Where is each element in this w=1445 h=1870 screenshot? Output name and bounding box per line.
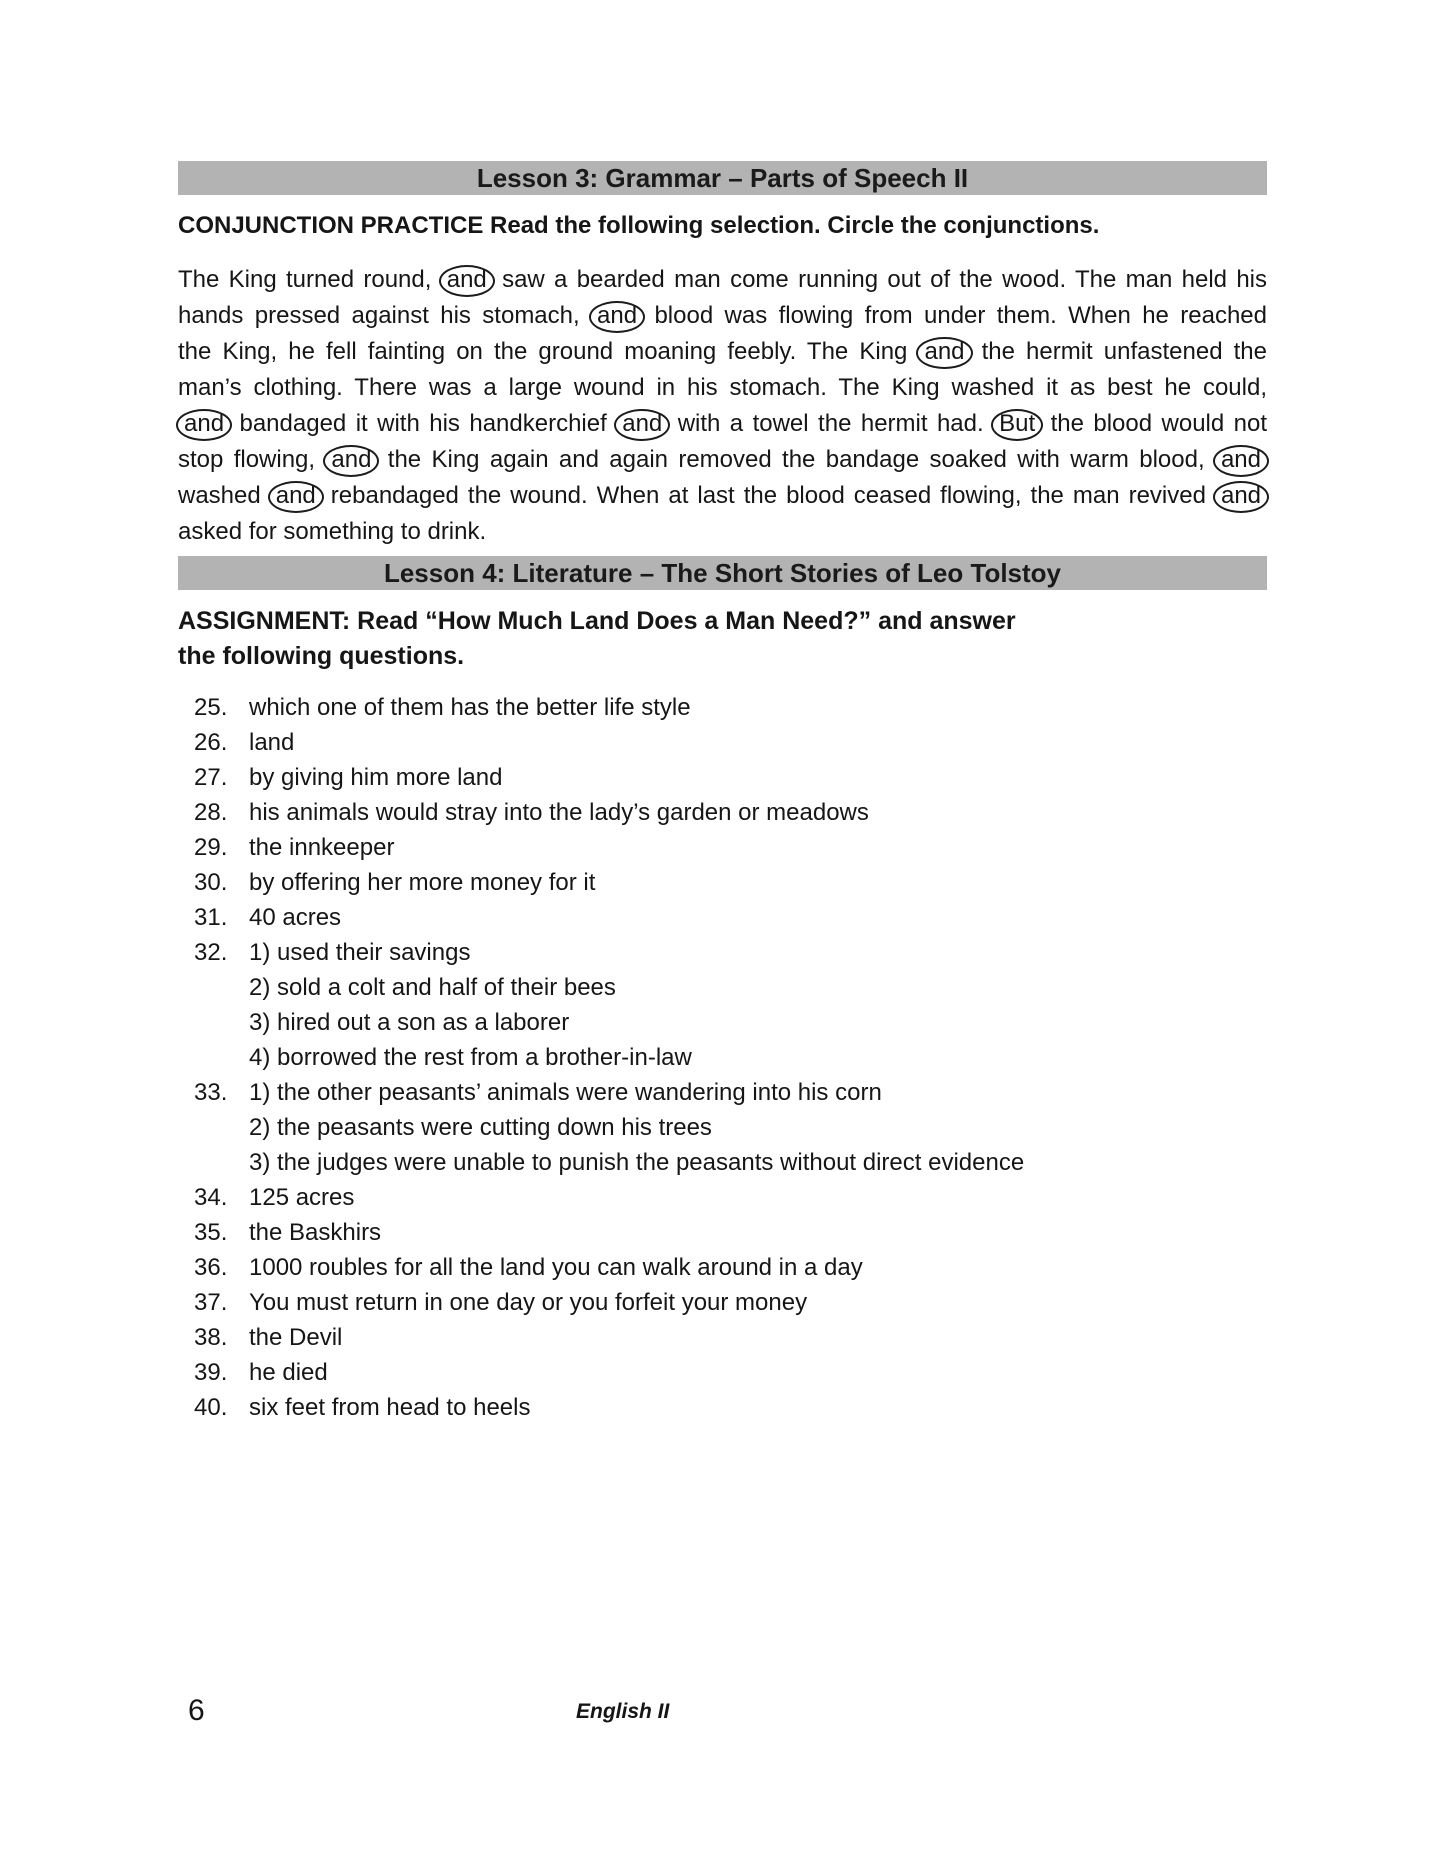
answer-item bbox=[194, 1215, 1267, 1250]
passage-text: bandaged it with his handkerchief bbox=[230, 410, 617, 437]
answer-number: 26. bbox=[194, 729, 228, 756]
circled-conjunction: and bbox=[439, 265, 495, 297]
page-content bbox=[178, 161, 1267, 1425]
answer-text: his animals would stray into the lady’s garden or meadows bbox=[249, 799, 869, 826]
answer-item bbox=[194, 1180, 1267, 1215]
answer-body bbox=[249, 690, 1267, 725]
conjunction-passage bbox=[178, 262, 1267, 550]
answer-text: 1) used their savings bbox=[249, 939, 471, 966]
answer-body bbox=[249, 1215, 1267, 1250]
answer-text: which one of them has the better life style bbox=[249, 694, 691, 721]
answer-body bbox=[249, 1285, 1267, 1320]
passage-text: rebandaged the wound. When at last the blood ceased flowing, the man revived bbox=[321, 482, 1215, 509]
answer-text: 1000 roubles for all the land you can walk around in a day bbox=[249, 1254, 863, 1281]
circled-conjunction: and bbox=[1213, 481, 1269, 513]
answer-body bbox=[249, 725, 1267, 760]
answer-body bbox=[249, 1180, 1267, 1215]
answer-text: by giving him more land bbox=[249, 764, 503, 791]
answer-item bbox=[194, 935, 1267, 1075]
passage-text: the King again and again removed the bandage soaked with warm blood, bbox=[377, 446, 1215, 473]
answer-number: 34. bbox=[194, 1184, 228, 1211]
answer-number: 38. bbox=[194, 1324, 228, 1351]
answer-text: six feet from head to heels bbox=[249, 1394, 531, 1421]
answer-item bbox=[194, 725, 1267, 760]
lesson3-header-title: Lesson 3: Grammar – Parts of Speech II bbox=[476, 163, 969, 193]
answer-text: 1) the other peasants’ animals were wandering into his corn bbox=[249, 1079, 882, 1106]
answer-number: 36. bbox=[194, 1254, 228, 1281]
passage-line bbox=[178, 514, 1267, 550]
answer-body bbox=[249, 1075, 1267, 1180]
passage-text: man’s clothing. There was a large wound in his stomach. The King washed it as best he could, bbox=[178, 374, 1267, 401]
passage-text: The King turned round, bbox=[178, 266, 441, 293]
answer-text: the Baskhirs bbox=[249, 1219, 382, 1246]
answer-text: land bbox=[249, 729, 295, 756]
answer-number: 29. bbox=[194, 834, 228, 861]
page-number: 6 bbox=[188, 1694, 205, 1727]
passage-text: asked for something to drink. bbox=[178, 518, 487, 545]
answer-body bbox=[249, 900, 1267, 935]
conjunction-practice-instructions: CONJUNCTION PRACTICE Read the following selection. Circle the conjunctions. bbox=[178, 212, 1100, 239]
circled-conjunction: and bbox=[268, 481, 324, 513]
lesson4-header-title: Lesson 4: Literature – The Short Stories of Leo Tolstoy bbox=[383, 558, 1062, 588]
passage-text: the blood would not bbox=[1041, 410, 1268, 437]
answer-body bbox=[249, 935, 1267, 1075]
answer-item bbox=[194, 760, 1267, 795]
answer-number: 40. bbox=[194, 1394, 228, 1421]
answers-list bbox=[194, 690, 1267, 1425]
answer-text: 2) sold a colt and half of their bees bbox=[249, 974, 616, 1001]
answer-body bbox=[249, 1390, 1267, 1425]
passage-line bbox=[178, 370, 1267, 406]
answer-number: 39. bbox=[194, 1359, 228, 1386]
passage-line bbox=[178, 334, 1267, 370]
lesson3-header-bar bbox=[178, 161, 1267, 195]
answer-body bbox=[249, 760, 1267, 795]
passage-text: with a towel the hermit had. bbox=[668, 410, 994, 437]
answer-text: 4) borrowed the rest from a brother-in-law bbox=[249, 1044, 692, 1071]
passage-line bbox=[178, 262, 1267, 298]
answer-number: 28. bbox=[194, 799, 228, 826]
answer-number: 27. bbox=[194, 764, 228, 791]
answer-text: 3) the judges were unable to punish the peasants without direct evidence bbox=[249, 1149, 1025, 1176]
answer-number: 25. bbox=[194, 694, 228, 721]
answer-item bbox=[194, 1250, 1267, 1285]
answer-number: 32. bbox=[194, 939, 228, 966]
circled-conjunction: and bbox=[323, 445, 379, 477]
answer-item bbox=[194, 830, 1267, 865]
passage-line bbox=[178, 478, 1267, 514]
answer-item bbox=[194, 1285, 1267, 1320]
assignment-line: ASSIGNMENT: Read “How Much Land Does a Man Need?” and answer bbox=[178, 607, 1016, 635]
course-footer-label: English II bbox=[576, 1700, 670, 1723]
answer-number: 35. bbox=[194, 1219, 228, 1246]
answer-item bbox=[194, 900, 1267, 935]
answer-item bbox=[194, 1390, 1267, 1425]
passage-text: saw a bearded man come running out of the wood. The man held his bbox=[492, 266, 1268, 293]
passage-line bbox=[178, 298, 1267, 334]
answer-item bbox=[194, 1355, 1267, 1390]
assignment-heading bbox=[178, 604, 1267, 674]
answer-text: the innkeeper bbox=[249, 834, 395, 861]
answer-body bbox=[249, 1250, 1267, 1285]
answer-item bbox=[194, 1320, 1267, 1355]
answer-number: 33. bbox=[194, 1079, 228, 1106]
answer-text: You must return in one day or you forfeit your money bbox=[249, 1289, 808, 1316]
answer-text: by offering her more money for it bbox=[249, 869, 596, 896]
passage-line bbox=[178, 442, 1267, 478]
circled-conjunction: and bbox=[614, 409, 670, 441]
answer-body bbox=[249, 795, 1267, 830]
answer-item bbox=[194, 1075, 1267, 1180]
assignment-line: the following questions. bbox=[178, 642, 465, 670]
answer-text: 2) the peasants were cutting down his trees bbox=[249, 1114, 712, 1141]
answer-body bbox=[249, 1320, 1267, 1355]
answer-number: 31. bbox=[194, 904, 228, 931]
passage-text: stop flowing, bbox=[178, 446, 326, 473]
answer-body bbox=[249, 865, 1267, 900]
circled-conjunction: and bbox=[589, 301, 645, 333]
answer-body bbox=[249, 830, 1267, 865]
circled-conjunction: and bbox=[1213, 445, 1269, 477]
passage-text: hands pressed against his stomach, bbox=[178, 302, 592, 329]
answer-item bbox=[194, 795, 1267, 830]
passage-text: the hermit unfastened the bbox=[970, 338, 1267, 365]
answer-number: 30. bbox=[194, 869, 228, 896]
answer-body bbox=[249, 1355, 1267, 1390]
answer-text: he died bbox=[249, 1359, 328, 1386]
answer-text: 40 acres bbox=[249, 904, 342, 931]
passage-text: washed bbox=[178, 482, 270, 509]
circled-conjunction: and bbox=[916, 337, 972, 369]
circled-conjunction: But bbox=[991, 409, 1043, 441]
passage-text: the King, he fell fainting on the ground moaning feebly. The King bbox=[178, 338, 919, 365]
passage-line bbox=[178, 406, 1267, 442]
lesson4-header-bar bbox=[178, 556, 1267, 590]
answer-item bbox=[194, 865, 1267, 900]
circled-conjunction: and bbox=[176, 409, 232, 441]
answer-text: 125 acres bbox=[249, 1184, 355, 1211]
answer-number: 37. bbox=[194, 1289, 228, 1316]
answer-text: 3) hired out a son as a laborer bbox=[249, 1009, 570, 1036]
answer-text: the Devil bbox=[249, 1324, 343, 1351]
passage-text: blood was flowing from under them. When he reached bbox=[643, 302, 1267, 329]
answer-item bbox=[194, 690, 1267, 725]
